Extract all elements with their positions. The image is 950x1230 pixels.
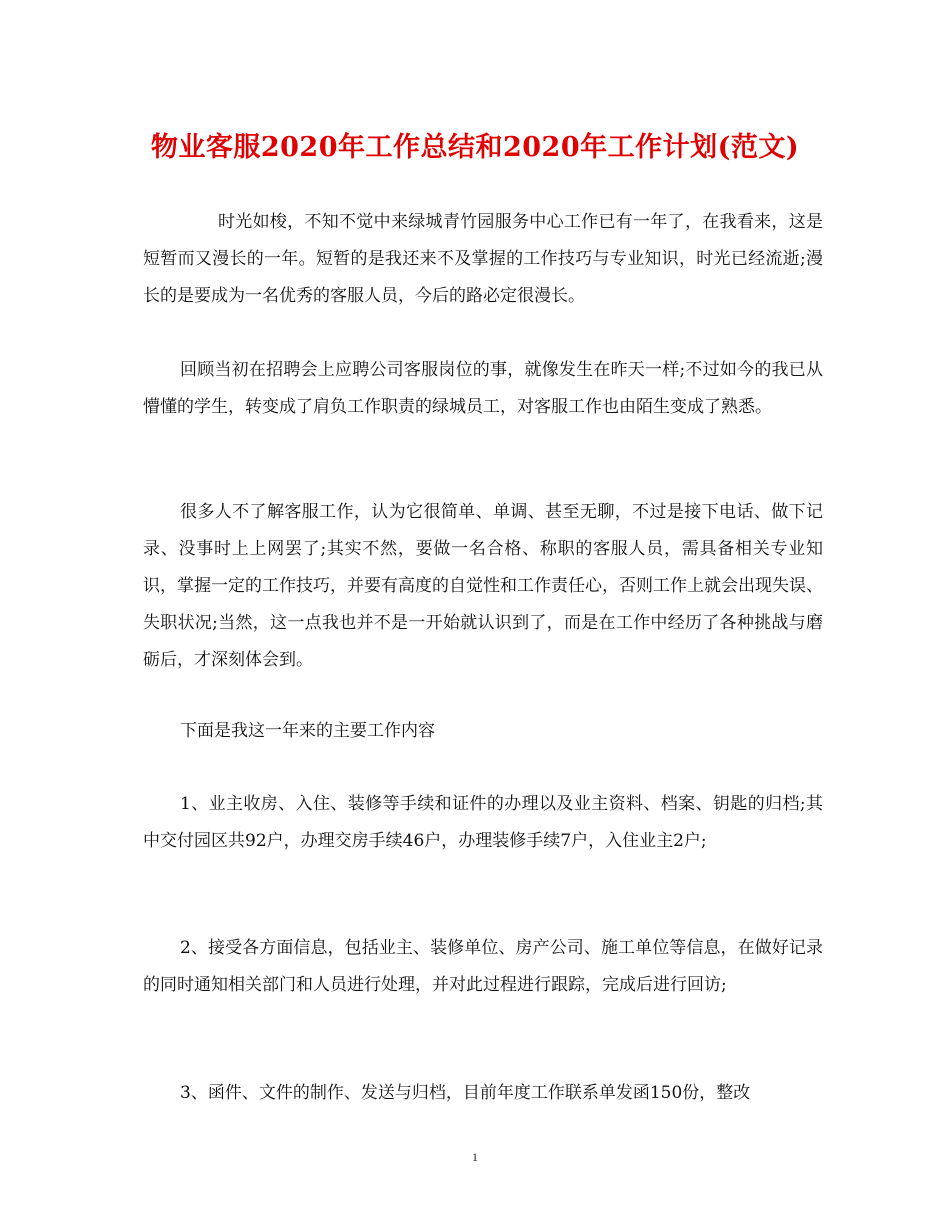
paragraph-item-1: 1、业主收房、入住、装修等手续和证件的办理以及业主资料、档案、钥匙的归档;其中交付园区共92户，办理交房手续46户，办理装修手续7户，入住业主2户; — [143, 794, 823, 851]
paragraph-review: 回顾当初在招聘会上应聘公司客服岗位的事，就像发生在昨天一样;不过如今的我已从懵懂的学生，转变成了肩负工作职责的绿城员工，对客服工作也由陌生变成了熟悉。 — [143, 360, 823, 417]
paragraph-item-3: 3、函件、文件的制作、发送与归档，目前年度工作联系单发函150份，整改 — [180, 1083, 751, 1103]
paragraph-work-intro: 下面是我这一年来的主要工作内容 — [180, 721, 435, 741]
page-number: 1 — [472, 1150, 478, 1164]
paragraph-intro: 时光如梭，不知不觉中来绿城青竹园服务中心工作已有一年了，在我看来，这是短暂而又漫长的一年。短暂的是我还来不及掌握的工作技巧与专业知识，时光已经流逝;漫长的是要成为一名优秀的客服人员，今后的路必定很漫长。 — [143, 212, 823, 306]
paragraph-item-2: 2、接受各方面信息，包括业主、装修单位、房产公司、施工单位等信息，在做好记录的同时通知相关部门和人员进行处理，并对此过程进行跟踪，完成后进行回访; — [143, 938, 823, 995]
document-title: 物业客服2020年工作总结和2020年工作计划(范文) — [150, 132, 800, 163]
paragraph-understanding: 很多人不了解客服工作，认为它很简单、单调、甚至无聊，不过是接下电话、做下记录、没事时上上网罢了;其实不然，要做一名合格、称职的客服人员，需具备相关专业知识，掌握一定的工作技巧，并要有高度的自觉性和工作责任心，否则工作上就会出现失误、失职状况;当然，这一点我也并不是一开始就认识到了，而是在工作中经历了各种挑战与磨砺后，才深刻体会到。 — [143, 502, 823, 670]
